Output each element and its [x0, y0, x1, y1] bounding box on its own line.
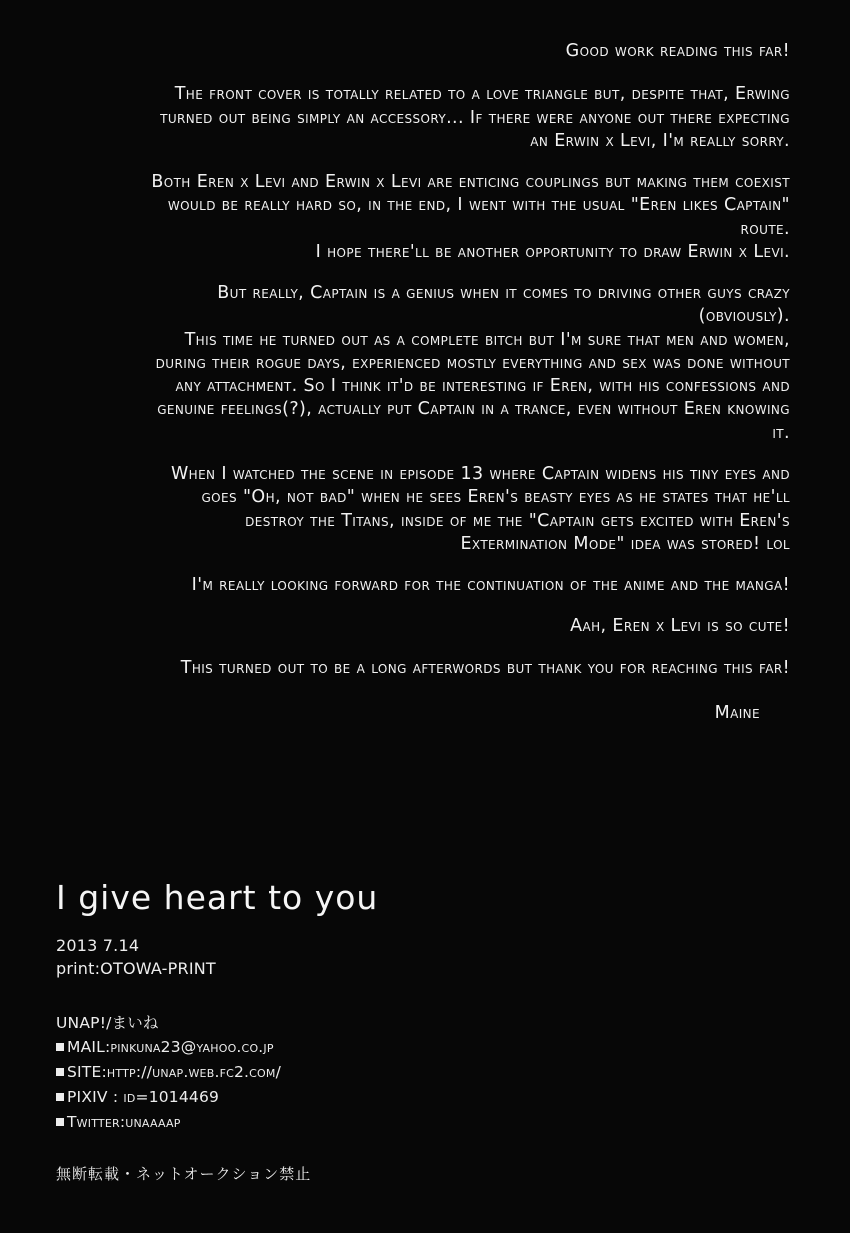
afterword-signature: Maine [714, 702, 760, 723]
reprint-notice: 無断転載・ネットオークション禁止 [56, 1164, 312, 1183]
afterword-section [150, 40, 790, 725]
afterword-paragraph-2: Both Eren x Levi and Erwin x Levi are enticing couplings but making them coexist would be really hard so, in the end, I went with the usual "Eren likes Captain" route. [151, 172, 790, 239]
contact-site-row [56, 1060, 576, 1085]
colophon-section [56, 880, 576, 1184]
publish-date: 2013 7.14 [56, 936, 140, 956]
afterword-paragraph-6: When I watched the scene in episode 13 where Captain widens his tiny eyes and goes "Oh, not bad" when he sees Eren's beasty eyes as he states that he'll destroy the Titans, inside of me the "Captain gets excited with Eren's Extermination Mode" idea was stored! lol [170, 463, 790, 554]
contact-pixiv: PIXIV : id=1014469 [67, 1088, 220, 1107]
bullet-square-icon [56, 1118, 64, 1126]
afterword-paragraph-9: This turned out to be a long afterwords but thank you for reaching this far! [180, 657, 790, 678]
afterword-paragraph-3: I hope there'll be another opportunity to draw Erwin x Levi. [315, 241, 790, 262]
afterword-paragraph-1: The front cover is totally related to a love triangle but, despite that, Erwing turned out being simply an accessory... If there were anyone out there expecting an Erwin x Levi, I'm really sorry. [160, 84, 790, 151]
print-house: print:OTOWA-PRINT [56, 959, 216, 979]
afterword-paragraph-4: But really, Captain is a genius when it comes to driving other guys crazy (obviously). [217, 283, 790, 327]
book-title: I give heart to you [56, 878, 379, 917]
bullet-square-icon [56, 1093, 64, 1101]
contact-site[interactable]: SITE:http://unap.web.fc2.com/ [67, 1063, 282, 1082]
contact-pixiv-row [56, 1085, 576, 1110]
contact-twitter-row [56, 1110, 576, 1135]
contact-twitter: Twitter:unaaaap [67, 1112, 181, 1131]
afterword-paragraph-7: I'm really looking forward for the continuation of the anime and the manga! [191, 575, 790, 596]
contact-mail: MAIL:pinkuna23@yahoo.co.jp [67, 1038, 274, 1057]
contact-mail-row [56, 1035, 576, 1060]
afterword-greeting: Good work reading this far! [565, 41, 790, 61]
bullet-square-icon [56, 1043, 64, 1051]
circle-name: UNAP!/まいね [56, 1013, 159, 1032]
bullet-square-icon [56, 1068, 64, 1076]
afterword-paragraph-8: Aah, Eren x Levi is so cute! [570, 616, 790, 637]
afterword-paragraph-5: This time he turned out as a complete bitch but I'm sure that men and women, during their rogue days, experienced mostly everything and sex was done without any attachment. So I think it'd be interesting if Eren, with his confessions and genuine feelings(?), actually put Captain in a trance, even without Eren knowing it. [155, 329, 790, 443]
contact-block [56, 1011, 576, 1135]
